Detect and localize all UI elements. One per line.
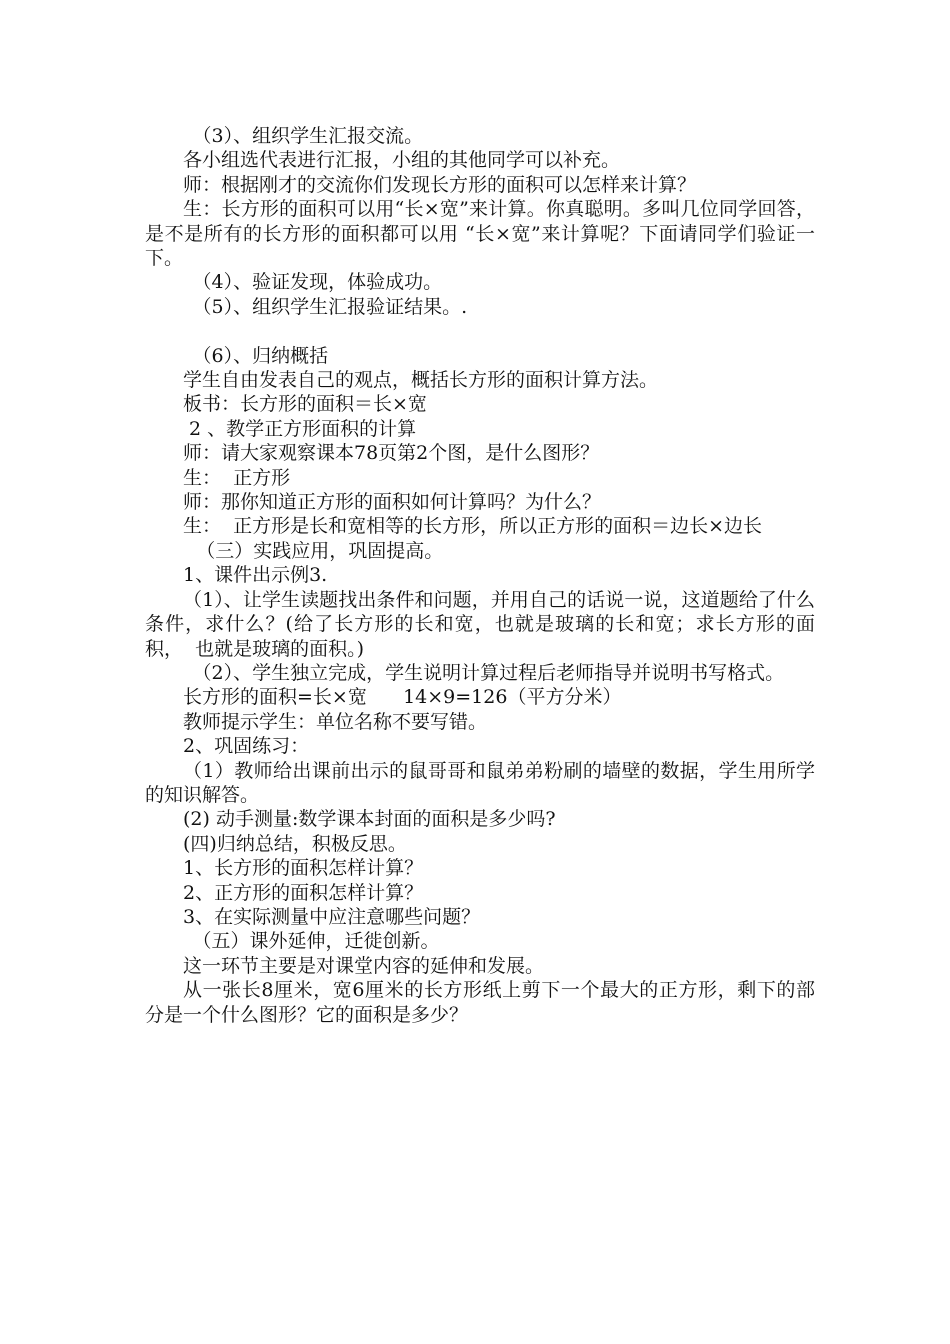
paragraph-question-3: 3、在实际测量中应注意哪些问题？ — [183, 905, 481, 928]
paragraph-step-4: （4）、验证发现，体验成功。 — [192, 271, 443, 294]
paragraph-question-2: 2、正方形的面积怎样计算？ — [183, 881, 424, 904]
paragraph-consolidation: 2、巩固练习： — [183, 735, 310, 758]
paragraph-formula-example: 长方形的面积=长×宽 14×9=126（平方分米） — [183, 686, 622, 709]
paragraph-step-5: （5）、组织学生汇报验证结果。. — [192, 295, 468, 318]
paragraph-question-1: 1、长方形的面积怎样计算？ — [183, 857, 424, 880]
paragraph-student-answer: 生：长方形的面积可以用“长×宽”来计算。你真聪明。多叫几位同学回答，是不是所有的长方形的面积都可以用 “长×宽”来计算呢？下面请同学们验证一下。 — [145, 198, 815, 270]
paragraph-wall-data: （1）教师给出课前出示的鼠哥哥和鼠弟弟粉刷的墙壁的数据，学生用所学的知识解答。 — [145, 759, 815, 806]
paragraph-teacher-question: 师：根据刚才的交流你们发现长方形的面积可以怎样来计算？ — [183, 173, 697, 196]
paragraph-students-express: 学生自由发表自己的观点，概括长方形的面积计算方法。 — [183, 369, 659, 392]
paragraph-read-question: （1）、让学生读题找出条件和问题，并用自己的话说一说，这道题给了什么条件，求什么？(给了长方形的长和宽，也就是玻璃的长和宽；求长方形的面积， 也就是玻璃的面积。) — [145, 588, 815, 660]
paragraph-example-3: 1、课件出示例3. — [183, 564, 328, 587]
paragraph-summary-section: (四)归纳总结，积极反思。 — [183, 832, 407, 855]
paragraph-extension-note: 这一环节主要是对课堂内容的延伸和发展。 — [183, 954, 545, 977]
paragraph-extension-section: （五）课外延伸，迁徙创新。 — [192, 930, 440, 953]
paragraph-student-square: 生： 正方形 — [183, 466, 291, 489]
document-page — [145, 124, 815, 1027]
paragraph-unit-reminder: 教师提示学生：单位名称不要写错。 — [183, 710, 488, 733]
paragraph-square-area-section: 2 、教学正方形面积的计算 — [183, 417, 417, 440]
blank-line — [145, 319, 815, 343]
paragraph-independent-work: （2）、学生独立完成，学生说明计算过程后老师指导并说明书写格式。 — [192, 661, 785, 684]
paragraph-measure-book: (2) 动手测量:数学课本封面的面积是多少吗? — [183, 808, 556, 831]
paragraph-step-6: （6）、归纳概括 — [192, 344, 329, 367]
paragraph-step-3: （3）、组织学生汇报交流。 — [192, 125, 424, 147]
paragraph-board-note: 板书：长方形的面积＝长×宽 — [183, 393, 427, 416]
paragraph-student-square-answer: 生： 正方形是长和宽相等的长方形，所以正方形的面积＝边长×边长 — [183, 515, 763, 538]
paragraph-teacher-square-question: 师：那你知道正方形的面积如何计算吗？为什么？ — [183, 491, 602, 514]
paragraph-group-report: 各小组选代表进行汇报，小组的其他同学可以补充。 — [183, 149, 621, 172]
paragraph-extension-problem: 从一张长8厘米，宽6厘米的长方形纸上剪下一个最大的正方形，剩下的部分是一个什么图形？它的面积是多少？ — [145, 979, 815, 1026]
paragraph-practice-section: （三）实践应用，巩固提高。 — [196, 539, 444, 562]
paragraph-teacher-observe: 师：请大家观察课本78页第2个图，是什么图形？ — [183, 442, 600, 465]
